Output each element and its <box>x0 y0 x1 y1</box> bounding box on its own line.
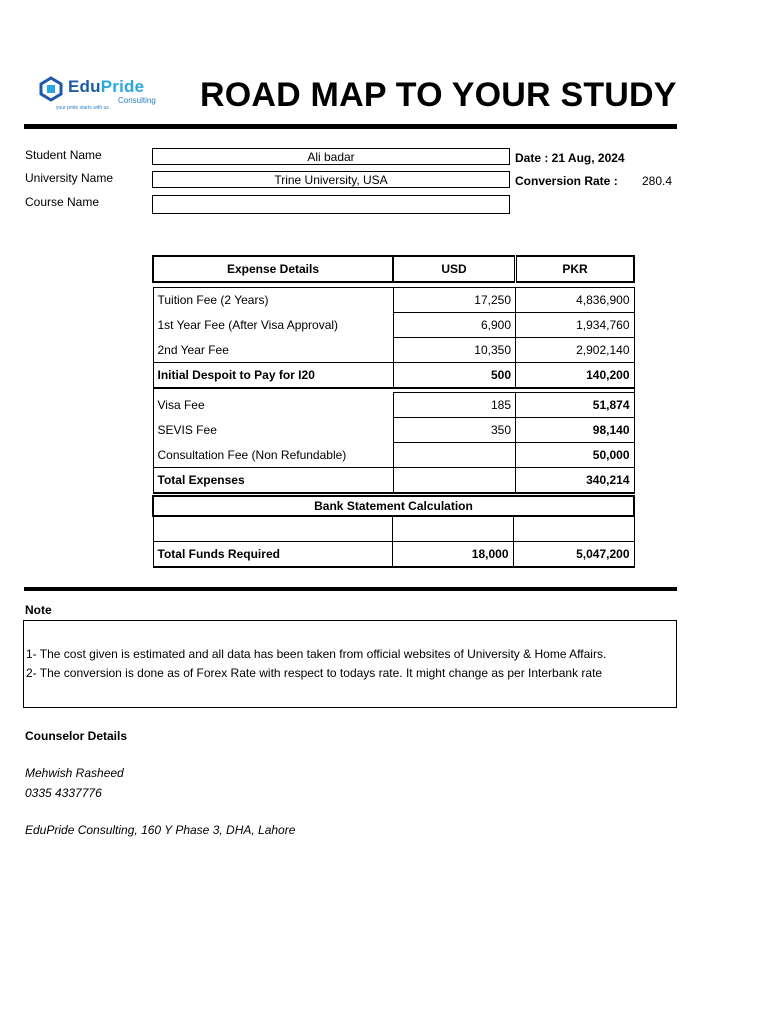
counselor-phone: 0335 4337776 <box>25 786 102 800</box>
header-pkr: PKR <box>562 262 588 276</box>
logo-tagline: your pride starts with us <box>56 105 109 111</box>
table-row <box>153 418 634 443</box>
note-line-1: 1- The cost given is estimated and all data has been taken from official websites of University & Home Affairs. <box>26 647 607 661</box>
table-row <box>153 393 634 418</box>
row-usd <box>393 468 516 494</box>
header-usd: USD <box>393 256 516 282</box>
note-line-2: 2- The conversion is done as of Forex Rate with respect to todays rate. It might change as per Interbank rate <box>26 666 603 680</box>
date-text: Date : 21 Aug, 2024 <box>515 151 625 165</box>
row-pkr: 1,934,760 <box>516 313 635 338</box>
logo-mark-icon <box>38 76 64 102</box>
row-label: Consultation Fee (Non Refundable) <box>157 447 347 462</box>
table-row <box>153 363 634 389</box>
student-name-field[interactable]: Ali badar <box>152 148 510 165</box>
table-row <box>153 313 634 338</box>
row-usd: 350 <box>393 418 516 443</box>
row-label: Visa Fee <box>157 398 205 412</box>
row-label: Initial Despoit to Pay for I20 <box>157 368 315 382</box>
conversion-rate-value: 280.4 <box>642 174 673 188</box>
expense-header-row <box>153 256 634 282</box>
row-label: SEVIS Fee <box>157 423 217 437</box>
counselor-name: Mehwish Rasheed <box>25 766 124 780</box>
university-name-field[interactable]: Trine University, USA <box>152 171 510 188</box>
row-pkr: 2,902,140 <box>516 338 635 363</box>
table-row <box>153 468 634 494</box>
table-row <box>153 516 634 542</box>
student-name-label: Student Name <box>25 148 102 162</box>
header-expense-details: Expense Details <box>153 256 393 282</box>
counselor-heading: Counselor Details <box>25 729 128 743</box>
row-pkr: 98,140 <box>516 418 635 443</box>
total-funds-usd: 18,000 <box>392 542 513 568</box>
row-label: Tuition Fee (2 Years) <box>157 293 269 308</box>
section-divider <box>24 587 677 591</box>
conversion-rate-label: Conversion Rate : <box>515 174 618 188</box>
logo-sub: Consulting <box>118 96 156 105</box>
row-usd <box>393 443 516 468</box>
row-pkr: 140,200 <box>516 363 635 389</box>
row-usd: 500 <box>393 363 516 389</box>
row-usd: 185 <box>393 393 516 418</box>
row-pkr: 4,836,900 <box>516 288 635 313</box>
bank-statement-title: Bank Statement Calculation <box>314 499 473 513</box>
header-divider <box>24 124 677 129</box>
table-row <box>153 443 634 468</box>
note-box <box>23 620 677 708</box>
note-heading: Note <box>25 603 52 617</box>
row-label: Total Expenses <box>157 473 245 487</box>
bank-statement-table <box>152 495 635 568</box>
bank-title-row <box>153 496 634 516</box>
total-funds-pkr: 5,047,200 <box>513 542 634 568</box>
course-name-field[interactable] <box>152 195 510 214</box>
expense-table <box>152 255 635 494</box>
row-label: 1st Year Fee (After Visa Approval) <box>157 318 339 332</box>
row-label: 2nd Year Fee <box>157 342 229 357</box>
total-funds-label: Total Funds Required <box>157 547 280 561</box>
row-pkr: 340,214 <box>516 468 635 494</box>
counselor-address: EduPride Consulting, 160 Y Phase 3, DHA, Lahore <box>25 823 296 837</box>
edupride-logo <box>38 76 158 112</box>
table-row <box>153 338 634 363</box>
table-row <box>153 288 634 313</box>
table-row <box>153 542 634 568</box>
row-pkr: 50,000 <box>516 443 635 468</box>
logo-brand: EduPride <box>68 77 145 96</box>
row-usd: 6,900 <box>393 313 516 338</box>
course-name-label: Course Name <box>25 195 100 209</box>
page-title: ROAD MAP TO YOUR STUDY <box>200 76 677 114</box>
row-usd: 17,250 <box>393 288 516 313</box>
row-pkr: 51,874 <box>516 393 635 418</box>
university-name-label: University Name <box>25 171 114 185</box>
row-usd: 10,350 <box>393 338 516 363</box>
